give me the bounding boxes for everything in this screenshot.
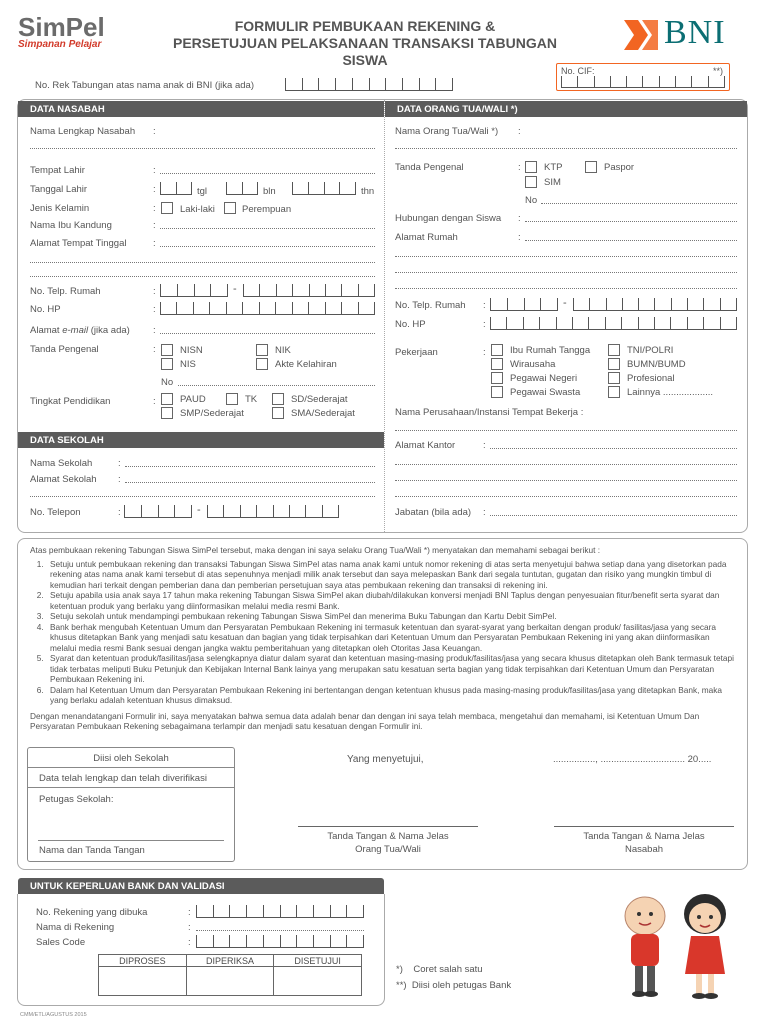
- colon: :: [153, 325, 156, 336]
- school-box-verified: Data telah lengkap dan telah diverifikasi: [28, 768, 234, 788]
- colon: :: [188, 907, 191, 918]
- bln-label: bln: [263, 186, 276, 197]
- colon: :: [118, 507, 121, 518]
- bank-no-rekening-input[interactable]: [196, 905, 364, 918]
- hubungan-label: Hubungan dengan Siswa: [395, 213, 502, 224]
- alamat-kantor-field-1[interactable]: [490, 448, 737, 449]
- bni-logo-text: BNI: [664, 14, 726, 51]
- colon: :: [118, 474, 121, 485]
- diproses-header: DIPROSES: [99, 955, 186, 967]
- data-sekolah-header: DATA SEKOLAH: [18, 432, 384, 448]
- tanggal-lahir-label: Tanggal Lahir: [30, 184, 88, 195]
- smp-checkbox[interactable]: [161, 407, 173, 419]
- alamat-tinggal-field-1[interactable]: [160, 246, 375, 247]
- terms-closing: Dengan menandatangani Formulir ini, saya menyatakan bahwa semua data adalah benar dan dengan ini saya telah membaca, mengetahui dan memahami, isi Ketentuan Umum Dan Persyaratan Pembukaan Rekening sebagaimana terlampir dan menjadi satu kesatuan dengan Formulir ini.: [30, 710, 700, 731]
- lainnya-checkbox[interactable]: [608, 386, 620, 398]
- diperiksa-header: DIPERIKSA: [187, 955, 274, 967]
- alamat-kantor-label: Alamat Kantor: [395, 440, 456, 451]
- sig1-line2: Orang Tua/Wali: [355, 844, 421, 855]
- validation-col: [274, 955, 361, 995]
- thn-input[interactable]: [292, 182, 356, 195]
- no-hp-input[interactable]: [160, 302, 375, 315]
- main-data-panel: [17, 99, 748, 533]
- nama-sekolah-field[interactable]: [125, 466, 375, 467]
- colon: :: [153, 220, 156, 231]
- tingkat-pendidikan-label: Tingkat Pendidikan: [30, 396, 111, 407]
- no-hp-label: No. HP: [30, 304, 61, 315]
- alamat-tinggal-field-3[interactable]: [30, 276, 375, 277]
- no-rek-label: No. Rek Tabungan atas nama anak di BNI (jika ada): [35, 80, 254, 91]
- colon: :: [518, 162, 521, 173]
- pekerjaan-label: Pekerjaan: [395, 347, 438, 358]
- colon: :: [518, 232, 521, 243]
- terms-list: [30, 559, 738, 706]
- ktp-label: KTP: [544, 162, 563, 173]
- nama-ibu-field[interactable]: [160, 228, 375, 229]
- alamat-tinggal-label: Alamat Tempat Tinggal: [30, 238, 127, 249]
- colon: :: [153, 184, 156, 195]
- perusahaan-label: Nama Perusahaan/Instansi Tempat Bekerja :: [395, 407, 584, 418]
- colon: :: [483, 300, 486, 311]
- paud-label: PAUD: [180, 394, 206, 405]
- tni-label: TNI/POLRI: [627, 345, 674, 356]
- email-field[interactable]: [160, 333, 375, 334]
- laki-laki-checkbox[interactable]: [161, 202, 173, 214]
- email-label-italic: e-mail: [62, 325, 89, 336]
- bank-section-header: UNTUK KEPERLUAN BANK DAN VALIDASI: [18, 878, 384, 894]
- ktp-checkbox[interactable]: [525, 161, 537, 173]
- colon: :: [153, 126, 156, 137]
- ortu-tanda-pengenal-label: Tanda Pengenal: [395, 162, 464, 173]
- bumn-label: BUMN/BUMD: [627, 359, 686, 370]
- ortu-no-hp-label: No. HP: [395, 319, 426, 330]
- note-petugas: **) Diisi oleh petugas Bank: [396, 980, 512, 991]
- akte-checkbox[interactable]: [256, 358, 268, 370]
- nis-checkbox[interactable]: [161, 358, 173, 370]
- alamat-rumah-field-2[interactable]: [395, 256, 737, 257]
- nama-rekening-label: Nama di Rekening: [36, 922, 115, 933]
- email-label-suffix: (jika ada): [88, 325, 130, 336]
- colon: :: [483, 347, 486, 358]
- alamat-kantor-field-3[interactable]: [395, 480, 737, 481]
- pns-label: Pegawai Negeri: [510, 373, 578, 384]
- terms-item: 3. Setuju sekolah untuk mendampingi pembukaan rekening Tabungan Siswa SimPel dan menerima Buku Tabungan dan Kartu Debit SimPel.: [46, 611, 738, 622]
- no-cif-input[interactable]: [561, 76, 725, 88]
- nama-lengkap-field[interactable]: [30, 148, 375, 149]
- validation-table: [98, 954, 362, 996]
- alamat-rumah-field-3[interactable]: [395, 272, 737, 273]
- nama-ibu-label: Nama Ibu Kandung: [30, 220, 112, 231]
- alamat-kantor-field-4[interactable]: [395, 496, 737, 497]
- terms-text: [30, 545, 738, 732]
- pns-checkbox[interactable]: [491, 372, 503, 384]
- nama-ortu-field[interactable]: [395, 148, 737, 149]
- school-box-title: Diisi oleh Sekolah: [28, 748, 234, 768]
- signature-line-nasabah[interactable]: [554, 826, 734, 827]
- paud-checkbox[interactable]: [161, 393, 173, 405]
- bni-emblem-icon: [624, 20, 658, 50]
- date-line: ................, ................................ 20.....: [553, 754, 712, 765]
- sim-checkbox[interactable]: [525, 176, 537, 188]
- swasta-label: Pegawai Swasta: [510, 387, 581, 398]
- nik-label: NIK: [275, 345, 291, 356]
- swasta-checkbox[interactable]: [491, 386, 503, 398]
- tk-checkbox[interactable]: [226, 393, 238, 405]
- alamat-tinggal-field-2[interactable]: [30, 262, 375, 263]
- ortu-telp-area-input[interactable]: [490, 298, 558, 311]
- terms-item: 6. Dalam hal Ketentuan Umum dan Persyaratan Pembukaan Rekening ini bertentangan dengan ketentuan khusus pada masing-masing produk/fasilitas/jasa yang ditetapkan Bank, maka yang berlaku adalah ketentuan khusus dimaksud.: [46, 685, 738, 706]
- ibu-rt-label: Ibu Rumah Tangga: [510, 345, 591, 356]
- jabatan-field[interactable]: [490, 515, 737, 516]
- profesional-checkbox[interactable]: [608, 372, 620, 384]
- colon: :: [153, 344, 156, 355]
- sd-checkbox[interactable]: [272, 393, 284, 405]
- ibu-rt-checkbox[interactable]: [491, 344, 503, 356]
- simpel-logo-text: SimPel: [18, 12, 105, 42]
- colon: :: [153, 304, 156, 315]
- school-box-nama-ttd: Nama dan Tanda Tangan: [39, 845, 145, 856]
- bni-logo: [624, 14, 754, 52]
- telepon-sekolah-label: No. Telepon: [30, 507, 81, 518]
- colon: :: [153, 165, 156, 176]
- data-nasabah-header: DATA NASABAH: [18, 101, 384, 117]
- alamat-sekolah-field-2[interactable]: [30, 496, 375, 497]
- lainnya-label: Lainnya ...................: [627, 387, 714, 398]
- sd-label: SD/Sederajat: [291, 394, 348, 405]
- colon: :: [153, 286, 156, 297]
- form-title-line2: PERSETUJUAN PELAKSANAAN TRANSAKSI TABUNGAN SISWA: [173, 35, 557, 68]
- terms-item: 4. Bank berhak mengubah Ketentuan Umum dan Persyaratan Pembukaan Rekening ini termasuk ketentuan dan syarat-syarat yang berkaitan dengan produk/ fasilitas/jasa yang secara khusus ditetapkan Bank yang menjadi satu kesatuan dan bagian yang tidak terpisahkan dari Ketentuan Umum dan Persyaratan Pembukaan Rekening ini yang akan diinformasikan melalui media resmi Bank sesuai dengan jangka waktu pemberitahuan yang ditetapkan oleh Otoritas Jasa Keuangan.: [46, 622, 738, 654]
- telepon-sekolah-area-input[interactable]: [124, 505, 192, 518]
- no-pengenal-label: No: [161, 377, 174, 388]
- thn-label: thn: [361, 186, 375, 197]
- tempat-lahir-field[interactable]: [160, 173, 375, 174]
- sig2-line2: Nasabah: [624, 844, 664, 855]
- tanda-pengenal-label: Tanda Pengenal: [30, 344, 99, 355]
- no-rek-input[interactable]: [285, 78, 453, 91]
- school-box-sign-line: [38, 840, 224, 841]
- colon: :: [118, 458, 121, 469]
- colon: :: [518, 213, 521, 224]
- alamat-rumah-label: Alamat Rumah: [395, 232, 458, 243]
- tgl-label: tgl: [197, 186, 208, 197]
- colon: :: [153, 238, 156, 249]
- sma-checkbox[interactable]: [272, 407, 284, 419]
- signature-caption-nasabah: [554, 830, 734, 856]
- bln-input[interactable]: [226, 182, 258, 195]
- validation-col: [99, 955, 187, 995]
- tgl-input[interactable]: [160, 182, 192, 195]
- disetujui-header: DISETUJUI: [274, 955, 361, 967]
- colon: :: [518, 126, 521, 137]
- school-verification-box: [27, 747, 235, 862]
- dash: -: [563, 297, 567, 309]
- alamat-sekolah-label: Alamat Sekolah: [30, 474, 97, 485]
- hubungan-field[interactable]: [525, 221, 737, 222]
- alamat-rumah-field-1[interactable]: [525, 240, 737, 241]
- email-label-prefix: Alamat: [30, 325, 63, 336]
- dash: -: [197, 504, 201, 516]
- nisn-label: NISN: [180, 345, 203, 356]
- simpel-logo: [18, 14, 105, 50]
- alamat-sekolah-field-1[interactable]: [125, 482, 375, 483]
- wirausaha-checkbox[interactable]: [491, 358, 503, 370]
- ortu-telp-rumah-label: No. Telp. Rumah: [395, 300, 466, 311]
- ortu-no-hp-input[interactable]: [490, 317, 737, 330]
- no-cif-box: [556, 63, 730, 91]
- terms-item: 2. Setuju apabila usia anak saya 17 tahun maka rekening Tabungan Siswa SimPel akan diubah/dilakukan konversi menjadi BNI Taplus dengan penyesuaian fitur/benefit serta syarat dan ketentuan produk yang berlaku yang diinformasikan melalui media resmi Bank.: [46, 590, 738, 611]
- yang-menyetujui: Yang menyetujui,: [347, 754, 424, 765]
- ortu-no-field[interactable]: [541, 203, 737, 204]
- no-cif-note: **): [712, 66, 723, 76]
- perempuan-checkbox[interactable]: [224, 202, 236, 214]
- paspor-checkbox[interactable]: [585, 161, 597, 173]
- alamat-rumah-field-4[interactable]: [395, 288, 737, 289]
- tempat-lahir-label: Tempat Lahir: [30, 165, 85, 176]
- telepon-sekolah-number-input[interactable]: [207, 505, 339, 518]
- form-title-line1: FORMULIR PEMBUKAAN REKENING &: [234, 18, 496, 34]
- telp-rumah-area-input[interactable]: [160, 284, 228, 297]
- terms-intro: Atas pembukaan rekening Tabungan Siswa SimPel tersebut, maka dengan ini saya selaku Orang Tua/Wali *) menyatakan dan memahami sebagai berikut :: [30, 545, 601, 555]
- sma-label: SMA/Sederajat: [291, 408, 355, 419]
- alamat-kantor-field-2[interactable]: [395, 464, 737, 465]
- note-coret: *) Coret salah satu: [396, 964, 483, 975]
- nik-checkbox[interactable]: [256, 344, 268, 356]
- terms-item: 1. Setuju untuk pembukaan rekening dan transaksi Tabungan Siswa SimPel atas nama anak kami untuk nomor rekening di atas serta menyetujui bahwa setiap dana yang disetorkan pada rekening atas nama anak kami tersebut di atas sepenuhnya menjadi milik anak tersebut dan saya melepaskan Bank dari segala tuntutan, gugatan dan risiko yang mungkin timbul di kemudian hari terkait dengan pemberian dana dan pemberian persetujuan saya atas pembukaan rekening dan transaksi di rekening ini.: [46, 559, 738, 591]
- nama-lengkap-label: Nama Lengkap Nasabah: [30, 126, 136, 137]
- colon: :: [483, 319, 486, 330]
- telp-rumah-number-input[interactable]: [243, 284, 375, 297]
- nisn-checkbox[interactable]: [161, 344, 173, 356]
- tni-checkbox[interactable]: [608, 344, 620, 356]
- nama-ortu-label: Nama Orang Tua/Wali *): [395, 126, 499, 137]
- signature-line-ortu[interactable]: [298, 826, 478, 827]
- perempuan-label: Perempuan: [242, 204, 292, 215]
- akte-label: Akte Kelahiran: [275, 359, 337, 370]
- colon: :: [153, 203, 156, 214]
- colon: :: [483, 507, 486, 518]
- colon: :: [483, 440, 486, 451]
- footer-code: CMM/ETL/AGUSTUS 2015: [20, 1012, 87, 1018]
- colon: :: [188, 922, 191, 933]
- nama-rekening-field[interactable]: [196, 930, 364, 931]
- column-divider: [384, 100, 385, 532]
- nama-sekolah-label: Nama Sekolah: [30, 458, 93, 469]
- students-illustration-icon: [615, 890, 745, 1010]
- ortu-no-label: No: [525, 195, 538, 206]
- school-box-petugas: Petugas Sekolah:: [39, 794, 114, 805]
- jenis-kelamin-label: Jenis Kelamin: [30, 203, 90, 214]
- sales-code-label: Sales Code: [36, 937, 86, 948]
- dash: -: [233, 283, 237, 295]
- terms-item: 5. Syarat dan ketentuan produk/fasilitas/jasa selengkapnya diatur dalam syarat dan ketentuan masing-masing produk/fasilitas/jasa yang secara khusus ditetapkan oleh Bank termasuk tetapi tidak terbatas meliputi Buku Petunjuk dan Kebijakan Internal Bank lainya yang merupakan satu kesatuan serta bagian yang tidak terpisahkan dari Ketentuan Umum dan Persyaratan Pembukaan Rekening ini.: [46, 653, 738, 685]
- no-cif-label: No. CIF:: [561, 66, 595, 76]
- data-ortu-header: DATA ORANG TUA/WALI *): [385, 101, 747, 117]
- telp-rumah-label: No. Telp. Rumah: [30, 286, 101, 297]
- jabatan-label: Jabatan (bila ada): [395, 507, 472, 518]
- simpel-tagline: Simpanan Pelajar: [18, 39, 102, 50]
- smp-label: SMP/Sederajat: [180, 408, 244, 419]
- perusahaan-field[interactable]: [395, 430, 737, 431]
- email-label: [30, 325, 130, 336]
- tk-label: TK: [245, 394, 258, 405]
- validation-col: [187, 955, 275, 995]
- sales-code-input[interactable]: [196, 935, 364, 948]
- colon: :: [188, 937, 191, 948]
- wirausaha-label: Wirausaha: [510, 359, 556, 370]
- no-rekening-label: No. Rekening yang dibuka: [36, 907, 148, 918]
- signature-caption-ortu: [298, 830, 478, 856]
- bumn-checkbox[interactable]: [608, 358, 620, 370]
- profesional-label: Profesional: [627, 373, 675, 384]
- nis-label: NIS: [180, 359, 196, 370]
- ortu-telp-number-input[interactable]: [573, 298, 737, 311]
- colon: :: [153, 396, 156, 407]
- sig2-line1: Tanda Tangan & Nama Jelas: [583, 831, 705, 842]
- laki-laki-label: Laki-laki: [180, 204, 215, 215]
- no-pengenal-field[interactable]: [178, 385, 375, 386]
- sim-label: SIM: [544, 177, 561, 188]
- sig1-line1: Tanda Tangan & Nama Jelas: [327, 831, 449, 842]
- paspor-label: Paspor: [604, 162, 635, 173]
- form-title: [150, 18, 580, 69]
